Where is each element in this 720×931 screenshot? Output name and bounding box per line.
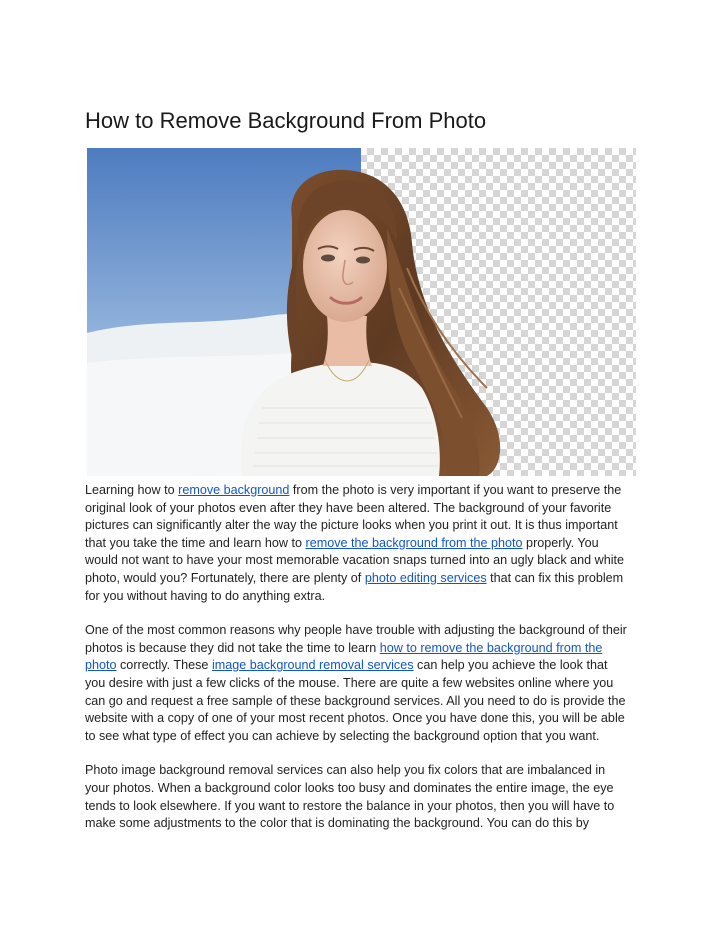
text-span: that can fix this problem for you without having to do anything extra. — [85, 570, 624, 603]
article-body — [85, 482, 630, 850]
face — [303, 210, 387, 322]
paragraph-2 — [85, 622, 630, 745]
text-span: Learning how to — [85, 483, 179, 497]
text-span: properly. You would not want to have your most memorable vacation snaps turned into an ugly black and white photo, would you? Fortunately, there are plenty of — [85, 535, 625, 585]
link-remove-background[interactable]: remove background — [178, 483, 290, 497]
text-span: from the photo is very important if you want to preserve the original look of your photos even after they have been altered. The background of your favorite pictures can significantly alter the way the picture looks when you print it out. It is thus important that you take the time and learn how to — [85, 483, 622, 550]
text-span: can help you achieve the look that you desire with just a few clicks of the mouse. There are quite a few websites online where you can go and request a free sample of these background services. All you need to do is provide the website with a copy of one of your most recent photos. Once you have done this, you will be able to see what type of effect you can achieve by selecting the background option that you want. — [85, 658, 626, 743]
link-photo-editing-services[interactable]: photo editing services — [364, 570, 487, 585]
text-span: One of the most common reasons why people have trouble with adjusting the background of their photos is because they did not take the time to learn — [85, 623, 627, 655]
paragraph-1 — [85, 482, 630, 605]
paragraph-3 — [85, 762, 630, 832]
hero-image — [87, 148, 636, 476]
page-title: How to Remove Background From Photo — [85, 108, 487, 133]
text-span: correctly. These — [116, 658, 212, 673]
text-span: Photo image background removal services can also help you fix colors that are imbalanced in your photos. When a background color looks too busy and dominates the entire image, the eye tends to look elsewhere. If you want to restore the balance in your photos, then you will have to make some adjustments to the color that is dominating the background. You can do this by — [85, 763, 615, 831]
link-how-to-remove-background[interactable]: how to remove the background from the photo — [85, 640, 603, 673]
link-remove-background-from-photo[interactable]: remove the background from the photo — [305, 535, 523, 550]
link-image-background-removal-services[interactable]: image background removal services — [211, 658, 414, 673]
